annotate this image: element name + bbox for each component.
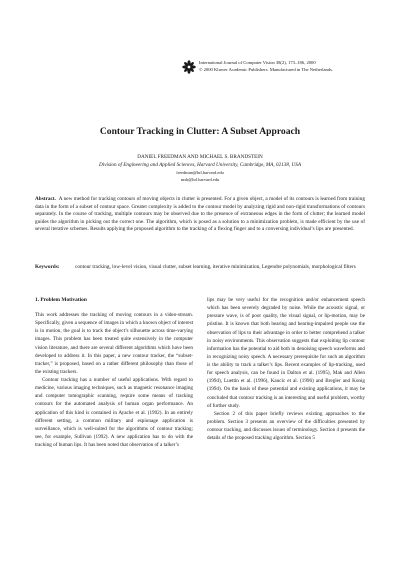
body-paragraph: Section 2 of this paper briefly reviews existing approaches to the problem. Section 3 presents an overview of the difficulties presented by contour tracking, and discusses issues of terminology. Section 4 presents the details of the proposed tracking algorithm. Section 5 [207, 410, 365, 442]
affiliation: Division of Engineering and Applied Sciences, Harvard University, Cambridge, MA, 02138, USA [99, 162, 301, 168]
authors: DANIEL FREEDMAN AND MICHAEL S. BRANDSTEIN [137, 154, 263, 160]
journal-info [199, 60, 333, 73]
right-column [207, 296, 365, 442]
keywords [35, 264, 365, 271]
body-paragraph: Contour tracking has a number of useful applications. With regard to medicine, various imaging techniques, such as magnetic resonance imaging and computer tomographic scanning, require some means of tracking contours for the automated analysis of human organ performance. An application of this kind is contained in Ayache et al. (1992). In an entirely different setting, a common military and espionage application is surveillance, which is well-suited for the algorithms of contour tracking; see, for example, Sullivan (1992). A new application has to do with the tracking of human lips. It has been noted that observation of a talker’s [35, 377, 193, 448]
copyright-line: © 2000 Kluwer Academic Publishers. Manufactured in The Netherlands. [199, 66, 334, 72]
keywords-text: contour tracking, low-level vision, visual clutter, subset learning, iterative minimization, Legendre polynomials, morphological filters [75, 264, 356, 270]
body-paragraph: This work addresses the tracking of moving contours in a video-stream. Specifically, given a sequence of images in which a known object of interest is in motion, the goal is to track the object’s silhouette across time-varying images. This problem has been treated quite extensively in the computer vision literature, and there are several different algorithms which have been developed to address it. In this paper, a new contour tracker, the “subset-tracker,” is proposed, based on a rather different philosophy than those of the existing trackers. [35, 312, 193, 375]
left-column [35, 296, 193, 449]
abstract-text: A new method for tracking contours of moving objects in clutter is presented. For a given object, a model of its contours is learned from training data in the form of a subset of contour space. Greater complexity is added to the contour model by analyzing rigid and non-rigid transformations of contours separately. In the course of tracking, multiple contours may be observed due to the presence of extraneous edges in the form of clutter; the learned model guides the algorithm in picking out the correct one. The algorithm, which is posed as a solution to a minimization problem, is made efficient by the use of several iterative schemes. Results applying the proposed algorithm to the tracking of a flexing finger and to a conversing individual’s lips are presented. [35, 196, 366, 233]
journal-citation: International Journal of Computer Vision 38(2), 173–186, 2000 [199, 60, 316, 65]
body-paragraph: lips may be very useful for the recognition and/or enhancement speech which has been severely degraded by noise. While the acoustic signal, or pressure wave, is of poor quality, the visual signal, or lip-motion, may be pristine. It is known that both hearing and hearing-impaired people use the observation of lips to their advantage in order to better comprehend a talker in noisy environments. This observation suggests that exploiting lip contour information has the potential to aid both in denoising speech waveforms and in recognizing noisy speech. A necessary prerequisite for such an algorithm is the ability to track a talker’s lips. Recent examples of lip-tracking, used for speech analysis, can be found in Dalton et al. (1995), Mak and Allen (1994), Luettin et al. (1996), Kaucic et al. (1996) and Bregler and Konig (1994). On the basis of these potential and existing applications, it may be concluded that contour tracking is an interesting and useful problem, worthy of further study. [207, 297, 365, 409]
section-heading: 1. Problem Motivation [35, 297, 87, 303]
keywords-label: Keywords: [35, 264, 60, 270]
abstract [35, 196, 365, 234]
paper-title: Contour Tracking in Clutter: A Subset Approach [99, 126, 301, 137]
email-freedman: freedman@hrl.harvard.edu [176, 170, 224, 175]
email-brandstein: msb@hrl.harvard.edu [180, 177, 220, 182]
publisher-logo-icon [182, 60, 196, 74]
abstract-label: Abstract. [35, 196, 56, 202]
